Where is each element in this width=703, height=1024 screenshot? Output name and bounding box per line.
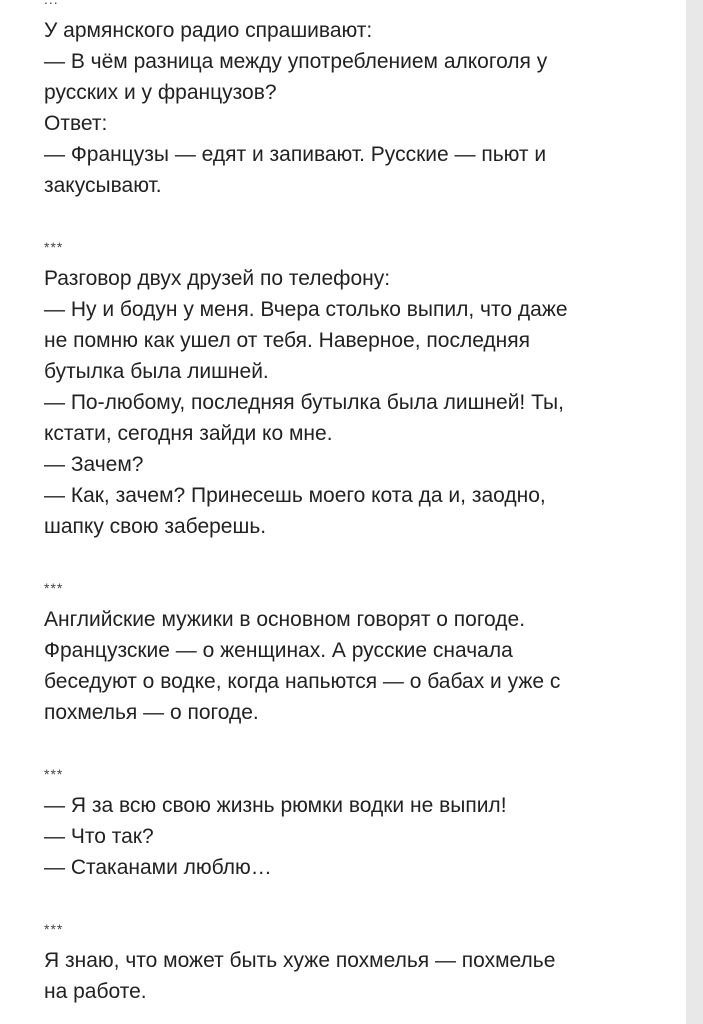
text-line: У армянского радио спрашивают: <box>44 19 373 42</box>
text-line: — Французы — едят и запивают. Русские — пьют и <box>44 143 547 166</box>
separator: *** <box>44 921 64 937</box>
text-line: бутылка была лишней. <box>44 360 269 383</box>
text-line: не помню как ушел от тебя. Наверное, последняя <box>44 329 531 352</box>
text-line: кстати, сегодня зайди ко мне. <box>44 422 333 445</box>
text-line: похмелья — о погоде. <box>44 701 259 724</box>
text-line: Ответ: <box>44 112 108 135</box>
text-line: — Что так? <box>44 825 154 848</box>
text-line: — В чём разница между употреблением алкоголя у <box>44 50 548 73</box>
text-line: закусывают. <box>44 174 162 197</box>
joke-hangover-at-work <box>44 945 664 1007</box>
blank-line <box>44 728 664 759</box>
text-line: на работе. <box>44 980 147 1003</box>
text-line: Английские мужики в основном говорят о погоде. <box>44 608 526 631</box>
text-line: беседуют о водке, когда напьются — о бабах и уже с <box>44 670 561 693</box>
blank-line <box>44 201 664 232</box>
separator: *** <box>44 766 64 782</box>
top-ellipsis <box>44 0 664 15</box>
joke-vodka-glasses <box>44 790 664 883</box>
page-margin-strip <box>686 0 703 1024</box>
text-line: русских и у французов? <box>44 81 277 104</box>
text-line: — Я за всю свою жизнь рюмки водки не выпил! <box>44 794 507 817</box>
text-line: — По-любому, последняя бутылка была лишней! Ты, <box>44 391 564 414</box>
text-line: — Как, зачем? Принесешь моего кота да и, заодно, <box>44 484 546 507</box>
joke-men-talk <box>44 604 664 728</box>
blank-line <box>44 542 664 573</box>
text-line: — Зачем? <box>44 453 144 476</box>
text-line: шапку свою заберешь. <box>44 515 267 538</box>
text-line: Французские — о женщинах. А русские сначала <box>44 639 513 662</box>
separator: *** <box>44 239 64 255</box>
text-line: Разговор двух друзей по телефону: <box>44 267 391 290</box>
text-line: — Ну и бодун у меня. Вчера столько выпил, что даже <box>44 298 568 321</box>
separator: *** <box>44 580 64 596</box>
joke-armenian-radio <box>44 15 664 201</box>
jokes-text <box>44 0 664 1007</box>
text-line: Я знаю, что может быть хуже похмелья — похмелье <box>44 949 556 972</box>
joke-phone-conversation <box>44 263 664 542</box>
blank-line <box>44 883 664 914</box>
text-line: — Стаканами люблю… <box>44 856 272 879</box>
